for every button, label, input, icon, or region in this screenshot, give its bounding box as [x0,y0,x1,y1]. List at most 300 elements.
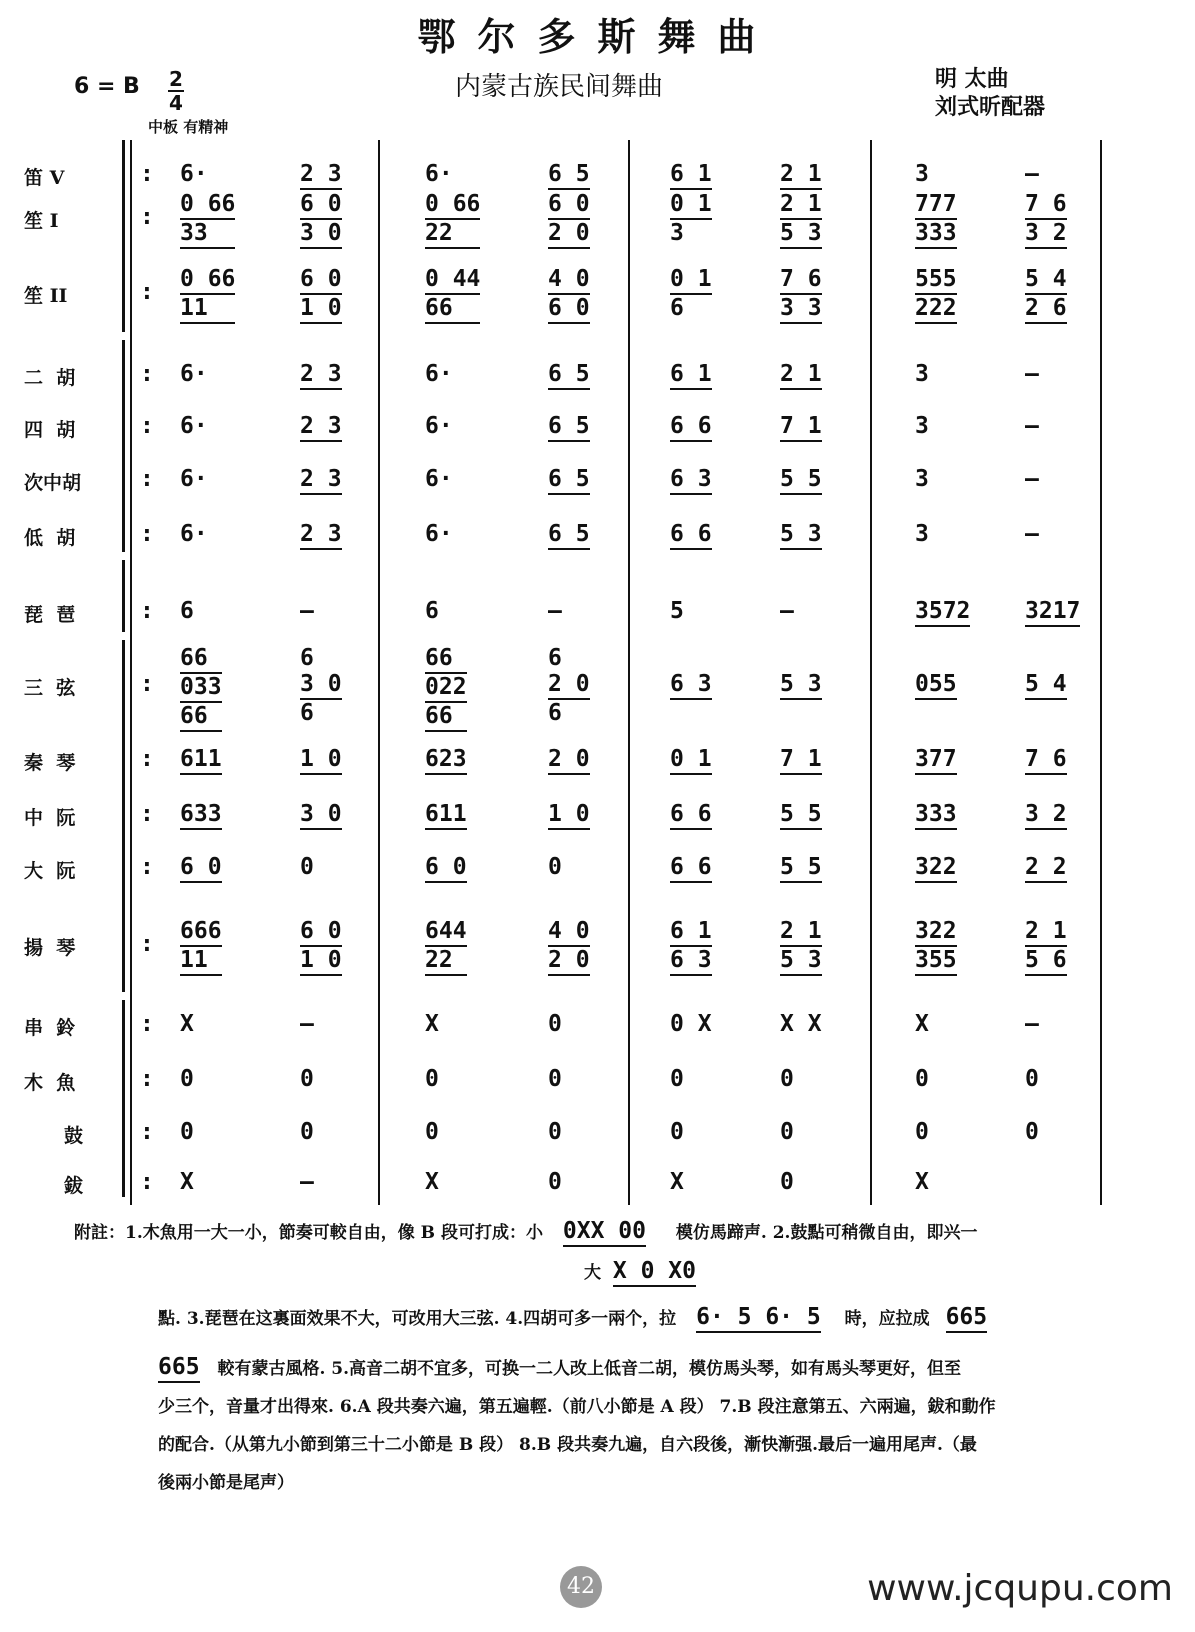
note-group: X [915,1011,929,1037]
note-cell [780,854,822,883]
note-cell [915,746,957,775]
note-group: 0 [1025,1119,1039,1145]
group-bracket [122,560,125,632]
note-cell [780,466,822,495]
note-group: 6· [425,521,453,547]
note-group: X [915,1169,929,1195]
note-cell [915,854,957,883]
note-cell [915,361,929,387]
note-cell [180,161,208,187]
note-group: 6· [180,161,208,187]
repeat-sign: : [140,1011,154,1037]
note-group: 322 [915,918,957,947]
instrument-label: 秦 琴 [24,752,76,774]
note-group: – [1025,361,1039,387]
note-group: 333 [915,220,957,249]
note-group: 5 3 [780,521,822,550]
note-cell [300,854,314,880]
note-group: 66 [425,645,467,674]
repeat-sign: : [140,361,154,387]
note-cell [300,361,342,390]
note-line-3 [74,1348,1164,1388]
note-cell [915,1066,929,1092]
note-cell [548,645,590,726]
sihu-figure-2: 665 [946,1304,988,1333]
note-group: 377 [915,746,957,775]
instrument-label: 笛 V [24,167,65,189]
note-group: 6· [425,361,453,387]
note-group: 6· [180,521,208,547]
note-group: 1 0 [300,295,342,324]
note-cell [425,801,467,830]
note-group: 0 [548,1066,562,1092]
note-cell [670,598,684,624]
note-group: 4 0 [548,266,590,295]
note-cell [548,521,590,550]
note-group: 3 [670,220,684,246]
note-group: 2 1 [780,191,822,220]
composer-credit: 明 太曲 [935,66,1009,92]
note-group: 1 0 [548,801,590,830]
note-group: 0 [670,1066,684,1092]
note-cell [1025,361,1039,387]
note-cell [780,413,822,442]
note-group: 6· [425,466,453,492]
note-text-2-tail: 時，应拉成 [844,1309,930,1329]
note-group: 6 1 [670,361,712,390]
note-group: 0 [548,854,562,880]
note-cell [915,918,957,976]
note-group: 66 [425,295,480,324]
note-group: 6 [300,645,314,671]
note-cell [670,361,712,390]
note-group: 7 1 [780,746,822,775]
arranger-credit: 刘式昕配器 [935,94,1046,120]
note-group: 3 2 [1025,220,1067,249]
note-group: 4 0 [548,918,590,947]
note-group: 11 [180,295,235,324]
note-cell [300,918,342,976]
note-cell [425,918,467,976]
instrument-label: 琵 琶 [24,604,76,626]
note-group: 2 3 [300,413,342,442]
note-group: 0 [300,854,314,880]
note-cell [425,266,480,324]
note-group: 6 5 [548,361,590,390]
note-cell [548,466,590,495]
note-group: X [180,1169,194,1195]
barline [130,140,132,1205]
note-group: 5 3 [780,671,822,700]
note-group: 0 [300,1066,314,1092]
note-group: 66 [180,645,222,674]
key-signature: 6 = B [74,74,140,99]
note-group: 5 5 [780,466,822,495]
note-cell [670,801,712,830]
note-cell [180,1011,194,1037]
note-cell [180,645,222,732]
note-cell [425,466,453,492]
repeat-sign: : [140,1066,154,1092]
note-cell [915,598,970,627]
note-cell [425,1119,439,1145]
note-group: 11 [180,947,222,976]
note-cell [780,161,822,190]
note-cell [548,413,590,442]
note-group: 5 5 [780,854,822,883]
note-line-4: 少三个，音量才出得來. 6.A 段共奏六遍，第五遍輕.（前八小節是 A 段） 7.B 段注意第五、六兩遍，鈸和動作 [158,1397,996,1417]
note-cell [425,645,467,732]
group-bracket [122,640,125,992]
note-group: 6 3 [670,671,712,700]
note-group: 33 [180,220,235,249]
sihu-figure: 6· 5 6· 5 [696,1304,821,1333]
note-group: 6 0 [180,854,222,883]
note-cell [670,671,712,700]
note-cell [548,1119,562,1145]
note-cell [670,466,712,495]
note-cell [915,191,957,249]
note-cell [425,1169,439,1195]
note-group: 2 1 [780,361,822,390]
note-group: 2 0 [548,746,590,775]
note-group: 2 0 [548,671,590,700]
note-group: 6· [180,413,208,439]
barline [1100,140,1102,1205]
note-cell [180,191,235,249]
note-group: 6 3 [670,947,712,976]
barline [628,140,630,1205]
note-group: 6 0 [300,918,342,947]
note-cell [1025,1066,1039,1092]
note-group: – [1025,521,1039,547]
note-group: 3 0 [300,801,342,830]
note-group: 3 [915,361,929,387]
instrument-label: 三 弦 [24,677,76,699]
repeat-sign: : [140,1169,154,1195]
note-group: – [1025,466,1039,492]
note-group: 2 3 [300,466,342,495]
note-cell [670,521,712,550]
note-cell [425,1066,439,1092]
note-cell [300,1119,314,1145]
note-line-6: 後兩小節是尾声） [158,1473,294,1493]
note-cell [425,521,453,547]
note-group: 611 [180,746,222,775]
note-cell [915,801,957,830]
note-group: 5 [670,598,684,624]
note-cell [780,191,822,249]
instrument-label: 次中胡 [24,472,82,494]
note-cell [300,191,342,249]
note-text-1: 附註：1.木魚用一大一小，節奏可較自由，像 B 段可打成：小 [74,1223,543,1243]
note-cell [1025,521,1039,547]
note-cell [180,361,208,387]
note-group: 0 X [670,1011,712,1037]
note-group: 623 [425,746,467,775]
tempo-marking: 中板 有精神 [148,118,229,136]
note-group: 6 1 [670,918,712,947]
note-group: 3 2 [1025,801,1067,830]
repeat-sign: : [140,204,154,230]
note-group: 3 [915,413,929,439]
repeat-sign: : [140,521,154,547]
note-cell [915,266,957,324]
note-cell [180,746,222,775]
note-group: – [300,598,314,624]
instrument-label: 中 阮 [24,807,76,829]
note-group: 5 4 [1025,671,1067,700]
repeat-sign: : [140,413,154,439]
note-group: 0 1 [670,266,712,295]
repeat-sign: : [140,161,154,187]
note-cell [548,1066,562,1092]
note-cell [300,598,314,624]
note-group: 7 1 [780,413,822,442]
note-group: 5 3 [780,220,822,249]
note-cell [780,918,822,976]
note-cell [915,1169,929,1195]
note-group: – [1025,413,1039,439]
note-group: 6 1 [670,161,712,190]
note-group: 0 [670,1119,684,1145]
repeat-sign: : [140,931,154,957]
note-cell [300,746,342,775]
note-group: 6· [425,413,453,439]
note-group: X [425,1011,439,1037]
site-url: www.jcqupu.com [867,1568,1173,1609]
note-group: 555 [915,266,957,295]
note-cell [548,598,562,624]
note-cell [548,1169,562,1195]
note-cell [670,266,712,321]
note-group: 6 6 [670,413,712,442]
note-cell [425,413,453,439]
note-group: 0 [548,1169,562,1195]
note-group: 6 5 [548,466,590,495]
note-group: 0 [300,1119,314,1145]
repeat-sign: : [140,598,154,624]
note-cell [548,266,590,324]
note-group: 6· [180,361,208,387]
note-cell [670,413,712,442]
note-cell [915,1119,929,1145]
note-group: 7 6 [1025,746,1067,775]
note-cell [548,161,590,190]
note-cell [1025,854,1067,883]
note-group: 6 0 [300,266,342,295]
note-group: 5 5 [780,801,822,830]
note-group: 0 [548,1119,562,1145]
note-cell [548,361,590,390]
note-cell [780,1011,822,1037]
note-group: 2 1 [780,918,822,947]
repeat-sign: : [140,671,154,697]
note-cell [300,521,342,550]
repeat-sign: : [140,466,154,492]
note-group: 2 2 [1025,854,1067,883]
note-text-1-tail: 模仿馬蹄声. 2.鼓點可稍微自由，即兴一 [675,1223,978,1243]
repeat-sign: : [140,1119,154,1145]
woodfish-big-label: 大 [584,1263,601,1283]
note-cell [780,746,822,775]
note-cell [780,521,822,550]
note-cell [425,191,480,249]
note-group: 033 [180,674,222,703]
note-group: 6 0 [548,191,590,220]
note-cell [1025,266,1067,324]
note-cell [1025,161,1039,187]
note-group: 666 [180,918,222,947]
repeat-sign: : [140,854,154,880]
note-group: 777 [915,191,957,220]
note-group: 644 [425,918,467,947]
note-cell [670,1066,684,1092]
note-group: 2 0 [548,220,590,249]
instrument-label: 四 胡 [24,419,76,441]
note-cell [1025,1119,1039,1145]
note-group: – [1025,161,1039,187]
note-group: 355 [915,947,957,976]
note-group: X [425,1169,439,1195]
note-text-2: 點. 3.琵琶在这裏面效果不大，可改用大三弦. 4.四胡可多一兩个，拉 [158,1309,677,1329]
instrument-label: 二 胡 [24,367,76,389]
note-group: 2 0 [548,947,590,976]
note-cell [915,466,929,492]
repeat-sign: : [140,801,154,827]
note-cell [180,854,222,883]
meter-bottom: 4 [169,91,183,115]
note-cell [670,746,712,775]
note-group: 0 [425,1119,439,1145]
note-cell [300,1066,314,1092]
note-cell [180,801,222,830]
note-cell [180,918,222,976]
note-cell [180,413,208,439]
note-group: 1 0 [300,947,342,976]
note-group: X [180,1011,194,1037]
note-cell [1025,801,1067,830]
note-group: 0 1 [670,746,712,775]
note-group: 3217 [1025,598,1080,627]
note-cell [780,801,822,830]
note-cell [300,161,342,190]
group-bracket [122,140,125,332]
note-cell [780,1169,794,1195]
note-cell [1025,671,1067,700]
page-title: 鄂尔多斯舞曲 [417,14,778,59]
note-group: 7 6 [780,266,822,295]
note-cell [300,413,342,442]
note-cell [780,361,822,390]
note-group: 611 [425,801,467,830]
note-cell [1025,466,1039,492]
note-group: 6 [300,700,314,726]
note-group: 3572 [915,598,970,627]
note-group: 0 [780,1066,794,1092]
note-group: 0 [548,1011,562,1037]
note-line-2 [74,1298,1164,1348]
note-cell [1025,413,1039,439]
note-cell [780,598,794,624]
instrument-label: 鈸 [64,1175,84,1197]
note-cell [180,1119,194,1145]
instrument-label: 鼓 [64,1125,84,1147]
note-group: 1 0 [300,746,342,775]
note-cell [180,598,194,624]
note-cell [670,918,712,976]
note-cell [670,191,712,246]
note-cell [1025,746,1067,775]
note-group: 2 3 [300,161,342,190]
note-cell [300,466,342,495]
note-group: 6 0 [425,854,467,883]
note-group: 5 4 [1025,266,1067,295]
page-number: 42 [560,1566,602,1608]
note-cell [425,361,453,387]
note-group: 5 6 [1025,947,1067,976]
note-group: 3 0 [300,671,342,700]
note-cell [915,521,929,547]
note-group: 2 1 [1025,918,1067,947]
note-group: 22 [425,947,467,976]
note-cell [180,521,208,547]
note-cell [300,266,342,324]
note-cell [780,266,822,324]
note-group: – [1025,1011,1039,1037]
sihu-figure-3: 665 [158,1354,200,1383]
note-cell [180,1066,194,1092]
note-group: 6 0 [300,191,342,220]
note-group: X X [780,1011,822,1037]
woodfish-small-pattern: 0XX 00 [563,1218,646,1247]
note-group: 7 6 [1025,191,1067,220]
note-group: 5 3 [780,947,822,976]
note-cell [1025,918,1067,976]
note-group: 2 1 [780,161,822,190]
note-cell [425,746,467,775]
note-group: 0 44 [425,266,480,295]
note-group: 6 [425,598,439,624]
note-cell [300,1169,314,1195]
note-group: 6 5 [548,161,590,190]
note-group: 2 3 [300,521,342,550]
note-group: 3 [915,466,929,492]
instrument-label: 低 胡 [24,527,76,549]
note-group: 2 6 [1025,295,1067,324]
note-group: 055 [915,671,957,700]
note-group: 6 3 [670,466,712,495]
note-group: 333 [915,801,957,830]
note-group: 0 [780,1169,794,1195]
note-cell [915,671,957,700]
note-cell [180,266,235,324]
note-line-1b [74,1252,1164,1298]
instrument-label: 木 魚 [24,1072,76,1094]
note-group: 3 0 [300,220,342,249]
note-group: 6 6 [670,801,712,830]
woodfish-big-pattern: X 0 X0 [613,1258,696,1287]
note-cell [670,161,712,190]
note-line-5: 的配合.（从第九小節到第三十二小節是 B 段） 8.B 段共奏九遍，自六段後，漸快漸强.最后一遍用尾声.（最 [158,1435,977,1455]
note-cell [548,801,590,830]
note-group: – [300,1011,314,1037]
note-group: 0 [780,1119,794,1145]
note-group: – [780,598,794,624]
note-group: 0 1 [670,191,712,220]
instrument-label: 串 鈴 [24,1017,76,1039]
note-group: 0 66 [425,191,480,220]
